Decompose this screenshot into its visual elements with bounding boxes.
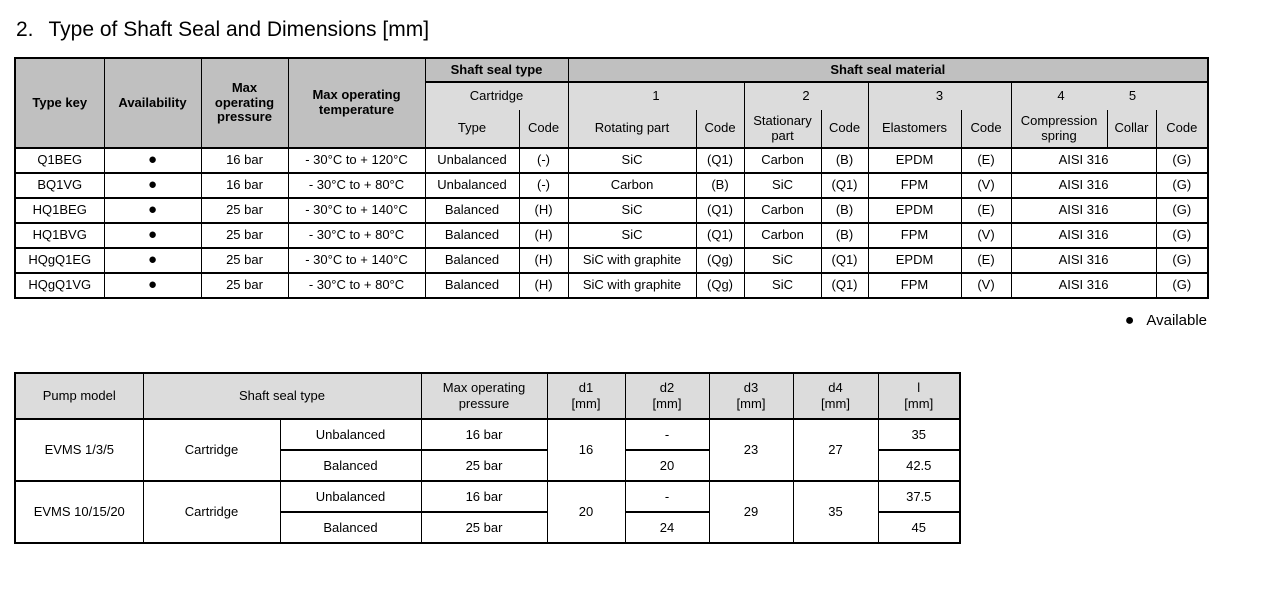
header-max-operating-pressure: Max operating pressure [201, 58, 288, 148]
l-cell: 35 [878, 419, 960, 450]
temperature-cell: - 30°C to + 140°C [288, 198, 425, 223]
stationary-code-cell: (B) [821, 148, 868, 173]
l-cell: 37.5 [878, 481, 960, 512]
available-dot-icon: ● [1124, 312, 1135, 329]
availability-dot: ● [104, 273, 201, 298]
section-number: 2. [16, 18, 34, 41]
header-shaft-seal-type: Shaft seal type [143, 373, 421, 419]
rotating-code-cell: (Q1) [696, 223, 744, 248]
seal-type-cell: Balanced [425, 273, 519, 298]
d2-cell: - [625, 481, 709, 512]
header-max-operating-pressure: Max operating pressure [421, 373, 547, 419]
l-cell: 45 [878, 512, 960, 543]
seal-type-cell: Balanced [425, 248, 519, 273]
stationary-code-cell: (Q1) [821, 173, 868, 198]
d1-label: d1 [578, 380, 594, 396]
stationary-code-cell: (Q1) [821, 273, 868, 298]
pressure-cell: 25 bar [201, 223, 288, 248]
seal-code-cell: (H) [519, 223, 568, 248]
spring-collar-cell: AISI 316 [1011, 273, 1156, 298]
elastomers-code-cell: (E) [961, 198, 1011, 223]
seal-table-row [15, 248, 1208, 273]
d3-cell: 23 [709, 419, 793, 481]
stationary-part-cell: Carbon [744, 223, 821, 248]
pressure-cell: 25 bar [421, 512, 547, 543]
spring-collar-cell: AISI 316 [1011, 248, 1156, 273]
rotating-part-cell: SiC [568, 223, 696, 248]
seal-code-cell: (-) [519, 173, 568, 198]
rotating-part-cell: SiC [568, 198, 696, 223]
pressure-cell: 16 bar [201, 173, 288, 198]
page-title [16, 18, 429, 42]
l-cell: 42.5 [878, 450, 960, 481]
elastomers-code-cell: (V) [961, 173, 1011, 198]
header-stationary-part: Stationary part [744, 110, 821, 148]
dimensions-row [15, 481, 960, 512]
elastomers-cell: EPDM [868, 198, 961, 223]
seal-code-cell: (H) [519, 273, 568, 298]
spring-collar-cell: AISI 316 [1011, 173, 1156, 198]
header-d1 [547, 373, 625, 419]
seal-type-cell: Balanced [425, 198, 519, 223]
seal-type-cell: Unbalanced [425, 148, 519, 173]
header-rotating-code: Code [696, 110, 744, 148]
availability-dot: ● [104, 148, 201, 173]
rotating-part-cell: SiC with graphite [568, 273, 696, 298]
seal-balance-cell: Balanced [280, 450, 421, 481]
legend-label: Available [1146, 312, 1207, 329]
section-title-text: Type of Shaft Seal and Dimensions [mm] [48, 18, 430, 41]
header-material-group-5: 5 [1128, 88, 1137, 104]
rotating-code-cell: (Q1) [696, 148, 744, 173]
availability-dot: ● [104, 248, 201, 273]
elastomers-code-cell: (E) [961, 248, 1011, 273]
type-key-cell: Q1BEG [15, 148, 104, 173]
d2-cell: - [625, 419, 709, 450]
elastomers-cell: EPDM [868, 148, 961, 173]
seal-table-row [15, 198, 1208, 223]
elastomers-cell: FPM [868, 273, 961, 298]
header-elastomers-code: Code [961, 110, 1011, 148]
dimensions-header-row [15, 373, 960, 419]
seal-construction-cell: Cartridge [143, 419, 280, 481]
header-collar: Collar [1107, 110, 1156, 148]
seal-balance-cell: Unbalanced [280, 481, 421, 512]
material-code-cell: (G) [1156, 198, 1208, 223]
header-material-group-1: 1 [568, 82, 744, 110]
dimensions-row [15, 419, 960, 450]
pressure-cell: 16 bar [201, 148, 288, 173]
header-cartridge: Cartridge [425, 82, 568, 110]
stationary-part-cell: SiC [744, 248, 821, 273]
elastomers-code-cell: (V) [961, 273, 1011, 298]
elastomers-cell: FPM [868, 223, 961, 248]
elastomers-code-cell: (V) [961, 223, 1011, 248]
material-code-cell: (G) [1156, 273, 1208, 298]
shaft-seal-table [14, 57, 1209, 299]
type-key-cell: HQgQ1VG [15, 273, 104, 298]
seal-table-row [15, 173, 1208, 198]
group-4-5-numbers [1014, 89, 1206, 104]
header-material-group-4-5 [1011, 82, 1208, 110]
rotating-code-cell: (Q1) [696, 198, 744, 223]
d2-cell: 20 [625, 450, 709, 481]
seal-balance-cell: Unbalanced [280, 419, 421, 450]
temperature-cell: - 30°C to + 140°C [288, 248, 425, 273]
d1-cell: 20 [547, 481, 625, 543]
seal-construction-cell: Cartridge [143, 481, 280, 543]
header-material-group-4: 4 [1057, 88, 1065, 104]
material-code-cell: (G) [1156, 173, 1208, 198]
seal-header-row-top [15, 58, 1208, 82]
pressure-cell: 25 bar [201, 248, 288, 273]
temperature-cell: - 30°C to + 80°C [288, 223, 425, 248]
temperature-cell: - 30°C to + 80°C [288, 173, 425, 198]
material-code-cell: (G) [1156, 248, 1208, 273]
material-code-cell: (G) [1156, 148, 1208, 173]
d3-cell: 29 [709, 481, 793, 543]
header-type-key: Type key [15, 58, 104, 148]
seal-type-cell: Balanced [425, 223, 519, 248]
type-key-cell: HQgQ1EG [15, 248, 104, 273]
pump-model-cell: EVMS 1/3/5 [15, 419, 143, 481]
elastomers-cell: EPDM [868, 248, 961, 273]
seal-code-cell: (-) [519, 148, 568, 173]
l-label: l [917, 380, 921, 396]
availability-dot: ● [104, 223, 201, 248]
header-availability: Availability [104, 58, 201, 148]
dimensions-table [14, 372, 961, 544]
seal-table-row [15, 223, 1208, 248]
spring-collar-cell: AISI 316 [1011, 198, 1156, 223]
header-collar-code: Code [1156, 110, 1208, 148]
header-max-operating-temperature: Max operating temperature [288, 58, 425, 148]
header-d3 [709, 373, 793, 419]
header-l [878, 373, 960, 419]
header-material-group-2: 2 [744, 82, 868, 110]
pressure-cell: 25 bar [421, 450, 547, 481]
rotating-code-cell: (Qg) [696, 273, 744, 298]
header-d2 [625, 373, 709, 419]
pump-model-cell: EVMS 10/15/20 [15, 481, 143, 543]
l-unit: [mm] [904, 396, 934, 411]
d1-unit: [mm] [571, 396, 601, 411]
spring-collar-cell: AISI 316 [1011, 223, 1156, 248]
availability-dot: ● [104, 198, 201, 223]
header-stationary-code: Code [821, 110, 868, 148]
elastomers-code-cell: (E) [961, 148, 1011, 173]
stationary-part-cell: SiC [744, 173, 821, 198]
pressure-cell: 25 bar [201, 198, 288, 223]
d2-unit: [mm] [652, 396, 682, 411]
header-rotating-part: Rotating part [568, 110, 696, 148]
stationary-part-cell: Carbon [744, 148, 821, 173]
availability-legend [14, 308, 1207, 334]
d4-cell: 27 [793, 419, 878, 481]
seal-table-row [15, 273, 1208, 298]
rotating-part-cell: SiC [568, 148, 696, 173]
d2-label: d2 [659, 380, 675, 396]
d3-unit: [mm] [736, 396, 766, 411]
header-d4 [793, 373, 878, 419]
seal-code-cell: (H) [519, 248, 568, 273]
type-key-cell: HQ1BVG [15, 223, 104, 248]
elastomers-cell: FPM [868, 173, 961, 198]
seal-type-cell: Unbalanced [425, 173, 519, 198]
pressure-cell: 16 bar [421, 481, 547, 512]
stationary-code-cell: (B) [821, 198, 868, 223]
type-key-cell: HQ1BEG [15, 198, 104, 223]
temperature-cell: - 30°C to + 120°C [288, 148, 425, 173]
stationary-part-cell: Carbon [744, 198, 821, 223]
d4-cell: 35 [793, 481, 878, 543]
pressure-cell: 25 bar [201, 273, 288, 298]
stationary-code-cell: (B) [821, 223, 868, 248]
header-compression-spring: Compression spring [1011, 110, 1107, 148]
availability-dot: ● [104, 173, 201, 198]
header-seal-type: Type [425, 110, 519, 148]
spring-collar-cell: AISI 316 [1011, 148, 1156, 173]
rotating-part-cell: SiC with graphite [568, 248, 696, 273]
stationary-part-cell: SiC [744, 273, 821, 298]
pressure-cell: 16 bar [421, 419, 547, 450]
header-material-group-3: 3 [868, 82, 1011, 110]
rotating-part-cell: Carbon [568, 173, 696, 198]
seal-balance-cell: Balanced [280, 512, 421, 543]
rotating-code-cell: (Qg) [696, 248, 744, 273]
d3-label: d3 [743, 380, 759, 396]
rotating-code-cell: (B) [696, 173, 744, 198]
material-code-cell: (G) [1156, 223, 1208, 248]
header-elastomers: Elastomers [868, 110, 961, 148]
header-seal-code: Code [519, 110, 568, 148]
d2-cell: 24 [625, 512, 709, 543]
d1-cell: 16 [547, 419, 625, 481]
type-key-cell: BQ1VG [15, 173, 104, 198]
d4-label: d4 [828, 380, 843, 396]
header-pump-model: Pump model [15, 373, 143, 419]
header-shaft-seal-type: Shaft seal type [425, 58, 568, 82]
d4-unit: [mm] [821, 396, 850, 411]
stationary-code-cell: (Q1) [821, 248, 868, 273]
seal-code-cell: (H) [519, 198, 568, 223]
temperature-cell: - 30°C to + 80°C [288, 273, 425, 298]
seal-table-row [15, 148, 1208, 173]
header-shaft-seal-material: Shaft seal material [568, 58, 1208, 82]
